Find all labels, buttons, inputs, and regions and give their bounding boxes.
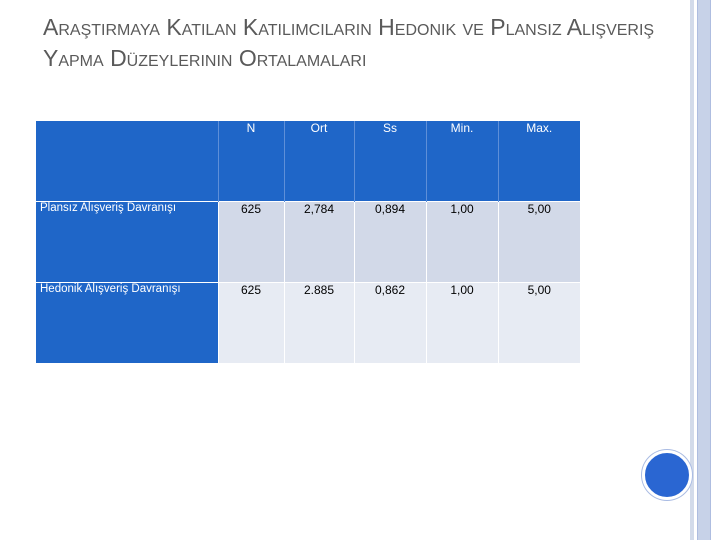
stats-table [36, 121, 580, 363]
cell-n: 625 [218, 282, 284, 363]
cell-n: 625 [218, 201, 284, 282]
cell-ort: 2.885 [284, 282, 354, 363]
decorative-circle [642, 450, 692, 500]
cell-max: 5,00 [498, 282, 580, 363]
header-cell-blank [36, 121, 218, 201]
header-cell-max: Max. [498, 121, 580, 201]
header-cell-min: Min. [426, 121, 498, 201]
slide-title: Araştırmaya Katılan Katılımcıların Hedonik ve Plansız Alışveriş Yapma Düzeylerinin Ortalamaları [43, 14, 655, 71]
right-border-stripe [690, 0, 694, 540]
header-cell-ss: Ss [354, 121, 426, 201]
cell-min: 1,00 [426, 201, 498, 282]
cell-ss: 0,862 [354, 282, 426, 363]
table-header-row [36, 121, 580, 201]
cell-ort: 2,784 [284, 201, 354, 282]
row-label: Plansız Alışveriş Davranışı [36, 201, 218, 282]
cell-max: 5,00 [498, 201, 580, 282]
row-label: Hedonik Alışveriş Davranışı [36, 282, 218, 363]
cell-min: 1,00 [426, 282, 498, 363]
header-cell-n: N [218, 121, 284, 201]
cell-ss: 0,894 [354, 201, 426, 282]
header-cell-ort: Ort [284, 121, 354, 201]
right-border-band [697, 0, 711, 540]
table-row [36, 282, 580, 363]
table-row [36, 201, 580, 282]
